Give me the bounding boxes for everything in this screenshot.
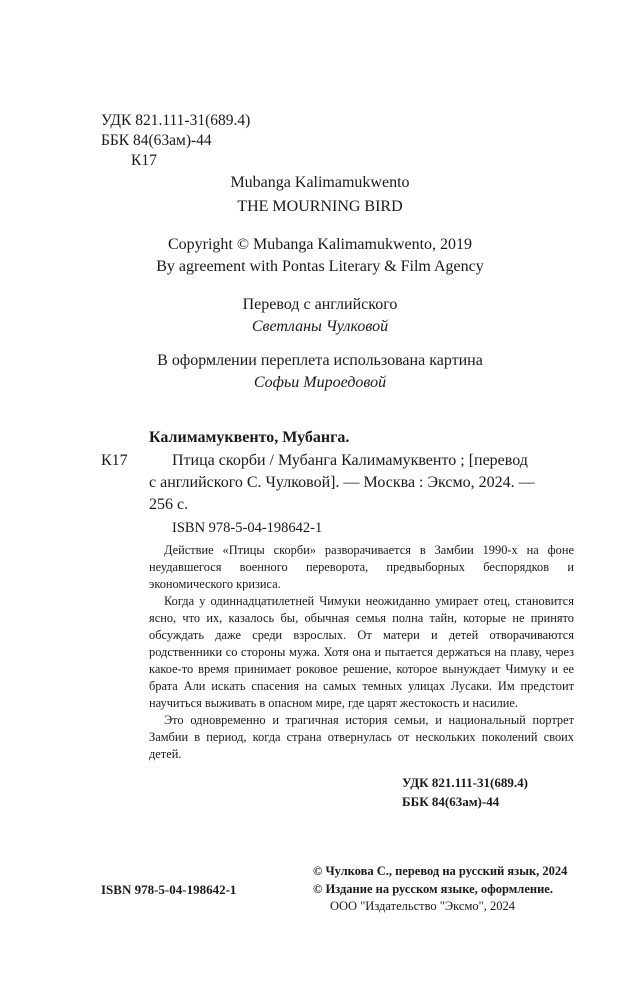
annotation-paragraph-3: Это одновременно и трагичная история семьи, и национальный портрет Замбии в период, когда страна отвернулась от нескольких поколений своих детей. [149,713,574,761]
annotation-paragraph-2: Когда у одиннадцатилетней Чимуки неожиданно умирает отец, становится ясно, что их, казалось бы, обычная семья полна тайн, которые не принято обсуждать даже среди взрослых. От матери и детей отворачиваются родственники со стороны мужа. Хотя она и пытается держаться на плаву, через какое-то время принимает роковое решение, которое вынуждает Чимуку и ее брата Али искать спасения на самых темных улицах Лусаки. Им предстоит научиться выживать в опасном мире, где царят жестокость и насилие. [149,594,574,710]
footer-copyright-3: ООО "Издательство "Эксмо", 2024 [330,899,515,913]
copyright-line: Copyright © Mubanga Kalimamukwento, 2019 [167,236,473,253]
bbk-code: ББК 84(63ам)-44 [101,132,212,149]
catalog-mark: К17 [101,452,128,469]
udk-code: УДК 821.111-31(689.4) [101,112,251,129]
bottom-udk: УДК 821.111-31(689.4) [402,775,528,790]
annotation-paragraph-1: Действие «Птицы скорби» разворачивается в Замбии 1990-х на фоне неудавшегося военного переворота, предвыборных беспорядков и экономического кризиса. [149,543,574,591]
footer-copyright-1: © Чулкова С., перевод на русский язык, 2024 [313,864,568,878]
annotation [149,542,574,763]
translator-name: Светланы Чулковой [251,318,389,335]
footer-copyright-2: © Издание на русском языке, оформление. [313,882,553,896]
author-en: Mubanga Kalimamukwento [230,174,410,191]
catalog-isbn: ISBN 978-5-04-198642-1 [172,520,323,536]
cover-label: В оформлении переплета использована картина [157,352,483,369]
catalog-line-3: 256 с. [149,496,189,513]
footer-isbn: ISBN 978-5-04-198642-1 [101,882,237,897]
cover-artist: Софьи Мироедовой [253,374,387,391]
bottom-bbk: ББК 84(63ам)-44 [402,794,500,809]
agreement-line: By agreement with Pontas Literary & Film Agency [156,258,484,275]
catalog-line-1: Птица скорби / Мубанга Калимамуквенто ; [перевод [172,452,528,469]
catalog-line-2: с английского С. Чулковой]. — Москва : Эксмо, 2024. — [149,474,535,491]
title-en: THE MOURNING BIRD [237,198,403,215]
translation-label: Перевод с английского [242,296,398,313]
author-mark: К17 [131,152,157,169]
catalog-heading: Калимамуквенто, Мубанга. [149,429,350,446]
